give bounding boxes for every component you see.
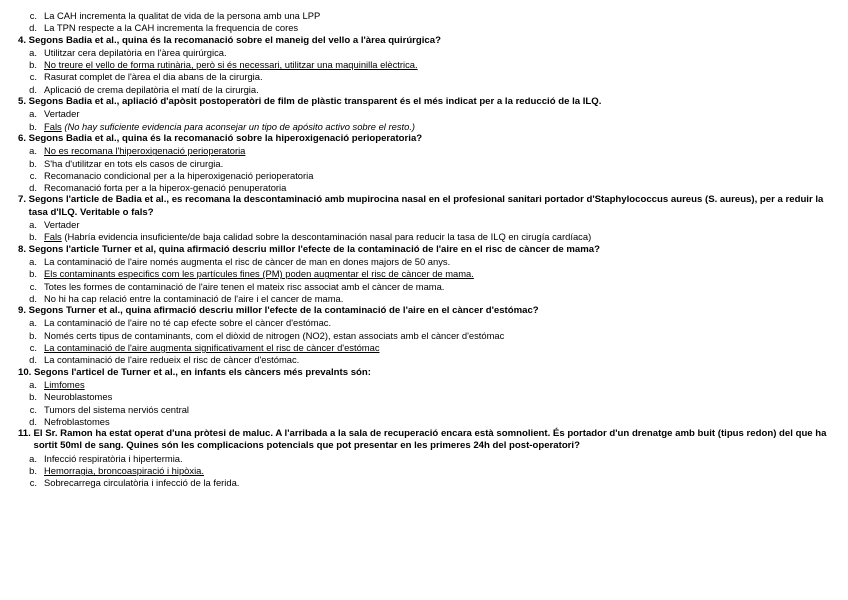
answer-option [0,391,848,403]
option-body [44,404,189,416]
option-text: Vertader [44,108,80,120]
option-text: Recomanació forta per a la hiperox-genació penuperatoria [44,182,287,194]
option-text: Utilitzar cera depilatòria en l'àrea quirúrgica. [44,46,227,58]
option-text: Aplicació de crema depilatòria el matí de la cirurgia. [44,83,259,95]
answer-option [0,219,848,231]
option-text: Tumors del sistema nerviós central [44,403,190,415]
answer-option [0,293,848,305]
option-letter: b. [29,59,37,71]
answer-option [0,342,848,354]
option-letter: b. [29,329,37,341]
option-text: Neuroblastomes [44,391,113,403]
question-number: 4. [18,34,29,46]
option-letter: c. [29,342,37,354]
correct-answer-text: No es recomana l'hiperoxigenació perioperatoria [44,145,246,157]
question-text: Segons l'article Turner et al, quina afirmació descriu millor l'efecte de la contaminació de l'aire en el risc de càncer de mama? [28,243,600,255]
answer-option [0,477,848,489]
option-body [44,10,320,22]
answer-option [0,121,848,133]
question-heading [18,194,830,219]
option-text: La contaminació de l'aire no té cap efecte sobre el càncer d'estómac. [44,317,332,329]
option-letter: d. [29,354,37,366]
option-text: La contaminació de l'aire només augmenta el risc de càncer de man en dones majors de 50 anys. [44,255,451,267]
option-text: La TPN respecte a la CAH incrementa la frequencia de cores [44,22,299,34]
option-letter: b. [29,268,37,280]
option-text: La CAH incrementa la qualitat de vida de la persona amb una LPP [44,10,321,21]
question-number: 9. [18,305,29,317]
question-heading [18,428,830,453]
option-body [44,256,450,268]
option-letter: c. [29,477,37,489]
question-number: 5. [18,96,29,108]
option-letter: c. [29,169,37,181]
answer-option [0,281,848,293]
answer-option [0,22,848,34]
question-number: 10. [18,366,35,378]
option-body [44,170,313,182]
option-text: No hi ha cap relació entre la contaminació de l'aire i el cancer de mama. [44,292,344,304]
option-text: Vertader [44,219,80,231]
option-body [44,453,183,465]
option-letter: c. [29,71,37,83]
option-body [44,22,298,34]
option-letter: a. [29,219,37,231]
option-body [44,477,239,489]
option-body [44,145,245,157]
option-letter: d. [29,22,37,34]
answer-option [0,231,848,243]
answer-option [0,330,848,342]
option-letter: b. [29,120,37,132]
option-body [44,158,223,170]
option-letter: a. [29,145,37,157]
question-heading [18,133,830,145]
option-body [44,342,380,354]
answer-option [0,182,848,194]
option-note: (No hay suficiente evidencia para aconsejar un tipo de apósito activo sobre el resto.) [64,120,416,132]
option-letter: c. [29,280,37,292]
option-text: Rasurat complet de l'àrea el dia abans de la cirurgia. [44,71,263,83]
correct-answer-text: Fals [44,120,62,132]
option-body [44,330,504,342]
answer-option [0,59,848,71]
option-text: La contaminació de l'aire redueix el risc de càncer d'estómac. [44,354,300,366]
option-text: Només certs tipus de contaminants, com el diòxid de nitrogen (NO2), estan associats amb el càncer d'estómac [44,329,505,341]
answer-option [0,268,848,280]
answer-option [0,145,848,157]
question-text: Segons Turner et al., quina afirmació descriu millor l'efecte de la contaminació de l'aire en el càncer d'estómac? [28,305,539,317]
answer-option [0,108,848,120]
option-letter: a. [29,46,37,58]
answer-option [0,10,848,22]
option-body [44,354,299,366]
question-number: 11. [18,428,34,440]
question-number: 6. [18,132,29,144]
option-text: Recomanacio condicional per a la hiperoxigenació perioperatoria [44,169,314,181]
answer-option [0,170,848,182]
question-heading [18,96,830,108]
question-number: 8. [18,243,29,255]
question-heading [18,305,830,317]
option-text: Infecció respiratòria i hipertermia. [44,452,183,464]
question-text: Segons l'articel de Turner et al., en infants els càncers més prevalnts són: [34,366,371,378]
question-text: Segons Badia et al., apliació d'apòsit postoperatòri de film de plàstic transparent és el més indicat per a la reducció de la ILQ. [28,96,602,108]
option-letter: d. [29,415,37,427]
quiz-document [0,10,848,490]
option-body [44,84,259,96]
answer-option [0,256,848,268]
option-body [44,391,112,403]
answer-option [0,84,848,96]
correct-answer-text: No treure el vello de forma rutinària, però si és necessari, utilitzar una maquinilla elèctrica. [44,59,418,71]
option-letter: a. [29,108,37,120]
option-letter: a. [29,255,37,267]
option-body [44,182,286,194]
correct-answer-text: Fals [44,231,62,243]
option-letter: a. [29,378,37,390]
option-text: Totes les formes de contaminació de l'aire tenen el mateix risc associat amb el càncer de mama. [44,280,445,292]
correct-answer-text: La contaminació de l'aire augmenta significativament el risc de càncer d'estómac [44,342,380,354]
option-body [44,59,418,71]
option-body [44,268,474,280]
option-letter: c. [29,403,37,415]
answer-option [0,71,848,83]
option-body [44,317,331,329]
question-text: El Sr. Ramon ha estat operat d'una pròtesi de maluc. A l'arribada a la sala de recuperació encara està somnolient. És portador d'un drenatge amb buit (tipus redon) del que ha sortit 50ml de sang. Quines són les complicacions potencials que pot presentar en les primeres 24h del post-operatori? [33,428,827,452]
option-letter: a. [29,452,37,464]
option-body [44,293,343,305]
option-body [44,416,110,428]
option-text: S'ha d'utilitzar en tots els casos de cirurgia. [44,157,224,169]
answer-option [0,465,848,477]
option-body [44,219,79,231]
question-text: Segons Badia et al., quina és la recomanació sobre el maneig del vello a l'àrea quirúrgica? [28,34,441,46]
option-letter: b. [29,391,37,403]
option-letter: d. [29,83,37,95]
option-text: Nefroblastomes [44,415,110,427]
option-body [44,231,591,243]
question-text: Segons Badia et al., quina és la recomanació sobre la hiperoxigenació perioperatoria? [28,132,423,144]
option-body [44,379,85,391]
option-body [44,281,444,293]
answer-option [0,317,848,329]
answer-option [0,416,848,428]
option-body [44,121,415,133]
option-letter: d. [29,292,37,304]
option-body [44,71,263,83]
option-note: (Habría evidencia insuficiente/de baja calidad sobre la descontaminación nasal para reducir la tasa de ILQ en cirugía cardíaca) [64,231,592,243]
correct-answer-text: Limfomes [44,378,85,390]
question-heading [18,35,830,47]
option-letter: a. [29,317,37,329]
correct-answer-text: Hemorragia, broncoaspiració i hipòxia. [44,464,204,476]
answer-option [0,354,848,366]
question-text: Segons l'article de Badia et al., es recomana la descontaminació amb mupirocina nasal en el profesional sanitari portador d'Staphylococcus aureus (S. aureus), per a reduir la tasa d'ILQ. Veritable o fals? [28,194,824,218]
correct-answer-text: Els contaminants especifics com les partícules fines (PM) poden augmentar el risc de càncer de mama. [44,268,474,280]
question-heading [18,367,830,379]
option-text: Sobrecarrega circulatòria i infecció de la ferida. [44,477,240,489]
option-letter: b. [29,231,37,243]
answer-option [0,158,848,170]
option-letter: b. [29,157,37,169]
option-letter: b. [29,464,37,476]
answer-option [0,404,848,416]
question-heading [18,244,830,256]
option-body [44,108,79,120]
answer-option [0,47,848,59]
answer-option [0,453,848,465]
option-body [44,465,204,477]
option-letter: c. [29,10,37,21]
option-letter: d. [29,182,37,194]
option-body [44,47,227,59]
question-number: 7. [18,194,29,206]
answer-option [0,379,848,391]
